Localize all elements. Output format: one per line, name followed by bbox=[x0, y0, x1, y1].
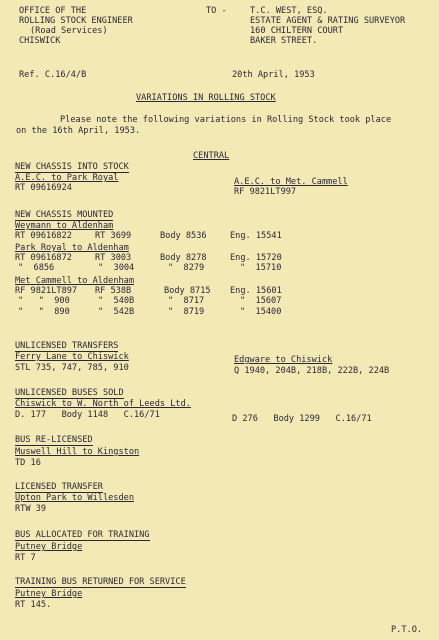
to-line-4: BAKER STREET. bbox=[250, 36, 318, 46]
fleet-cell: " 3004 bbox=[98, 263, 135, 273]
route-met-cammell-aldenham: Met Cammell to Aldenham bbox=[15, 276, 134, 286]
from-line-4: CHISWICK bbox=[19, 36, 61, 46]
chassis-cell: RT 09616822 bbox=[15, 231, 72, 241]
from-line-2: ROLLING STOCK ENGINEER bbox=[19, 16, 133, 26]
chassis-cell: RF 9821LT897 bbox=[15, 286, 78, 296]
from-line-1: OFFICE OF THE bbox=[19, 6, 87, 16]
memo-title: VARIATIONS IN ROLLING STOCK bbox=[136, 93, 276, 103]
body-cell: Body 8278 bbox=[160, 253, 207, 263]
reference: Ref. C.16/4/B bbox=[19, 70, 87, 80]
intro-line-2: on the 16th April, 1953. bbox=[16, 126, 141, 136]
chassis-line: RF 9821LT997 bbox=[234, 187, 297, 197]
fleet-cell: RT 3699 bbox=[95, 231, 132, 241]
fleet-cell: " 542B bbox=[98, 307, 135, 317]
vehicle-line: RTW 39 bbox=[15, 504, 47, 514]
route-chiswick-leeds: Chiswick to W. North of Leeds Ltd. bbox=[15, 399, 191, 409]
body-cell: " 8719 bbox=[168, 307, 205, 317]
fleet-cell: RT 3003 bbox=[95, 253, 132, 263]
body-cell: Body 8715 bbox=[164, 286, 211, 296]
route-upton-park-willesden: Upton Park to Willesden bbox=[15, 493, 134, 503]
sold-vehicle-line: D 276 Body 1299 C.16/71 bbox=[232, 414, 372, 424]
engine-cell: " 15400 bbox=[240, 307, 282, 317]
vehicle-list: Q 1940, 204B, 218B, 222B, 224B bbox=[234, 366, 390, 376]
fleet-cell: RF 538B bbox=[95, 286, 132, 296]
engine-cell: Eng. 15601 bbox=[230, 286, 282, 296]
chassis-line: RT 09616924 bbox=[15, 183, 72, 193]
engine-cell: " 15607 bbox=[240, 296, 282, 306]
to-line-1: T.C. WEST, ESQ. bbox=[250, 6, 328, 16]
vehicle-line: RT 145. bbox=[15, 600, 52, 610]
section-heading-re-licensed: BUS RE-LICENSED bbox=[15, 435, 93, 445]
section-heading-new-chassis: NEW CHASSIS INTO STOCK bbox=[15, 162, 129, 172]
from-line-3: (Road Services) bbox=[30, 26, 108, 36]
location-putney-bridge: Putney Bridge bbox=[15, 542, 83, 552]
vehicle-line: RT 7 bbox=[15, 553, 36, 563]
engine-cell: " 15710 bbox=[240, 263, 282, 273]
chassis-cell: " " 890 bbox=[18, 307, 70, 317]
route-park-royal-aldenham: Park Royal to Aldenham bbox=[15, 243, 129, 253]
chassis-cell: RT 09616872 bbox=[15, 253, 72, 263]
section-heading-training: BUS ALLOCATED FOR TRAINING bbox=[15, 530, 150, 540]
route-muswell-hill-kingston: Muswell Hill to Kingston bbox=[15, 447, 140, 457]
route-edgware-chiswick: Edgware to Chiswick bbox=[234, 355, 333, 365]
division-heading: CENTRAL bbox=[193, 151, 230, 161]
memo-date: 20th April, 1953 bbox=[232, 70, 315, 80]
body-cell: " 8717 bbox=[168, 296, 205, 306]
location-putney-bridge: Putney Bridge bbox=[15, 589, 83, 599]
section-heading-buses-sold: UNLICENSED BUSES SOLD bbox=[15, 388, 124, 398]
to-label: TO - bbox=[206, 6, 227, 16]
chassis-cell: " " 900 bbox=[18, 296, 70, 306]
route-aec-park-royal: A.E.C. to Park Royal bbox=[15, 173, 119, 183]
body-cell: " 8279 bbox=[168, 263, 205, 273]
section-heading-returned-service: TRAINING BUS RETURNED FOR SERVICE bbox=[15, 577, 186, 587]
route-aec-met-cammell: A.E.C. to Met. Cammell bbox=[234, 177, 348, 187]
chassis-cell: " 6856 bbox=[18, 263, 55, 273]
section-heading-unlicensed-transfers: UNLICENSED TRANSFERS bbox=[15, 341, 119, 351]
body-cell: Body 8536 bbox=[160, 231, 207, 241]
fleet-cell: " 540B bbox=[98, 296, 135, 306]
to-line-2: ESTATE AGENT & RATING SURVEYOR bbox=[250, 16, 406, 26]
engine-cell: Eng. 15720 bbox=[230, 253, 282, 263]
vehicle-line: TD 16 bbox=[15, 458, 41, 468]
route-ferry-lane-chiswick: Ferry Lane to Chiswick bbox=[15, 352, 129, 362]
vehicle-list: STL 735, 747, 785, 910 bbox=[15, 363, 129, 373]
pto-note: P.T.O. bbox=[391, 625, 423, 635]
engine-cell: Eng. 15541 bbox=[230, 231, 282, 241]
to-line-3: 160 CHILTERN COURT bbox=[250, 26, 344, 36]
section-heading-chassis-mounted: NEW CHASSIS MOUNTED bbox=[15, 210, 114, 220]
intro-line-1: Please note the following variations in Rolling Stock took place bbox=[60, 115, 392, 125]
sold-vehicle-line: D. 177 Body 1148 C.16/71 bbox=[15, 410, 160, 420]
section-heading-licensed-transfer: LICENSED TRANSFER bbox=[15, 482, 103, 492]
route-weymann-aldenham: Weymann to Aldenham bbox=[15, 221, 114, 231]
